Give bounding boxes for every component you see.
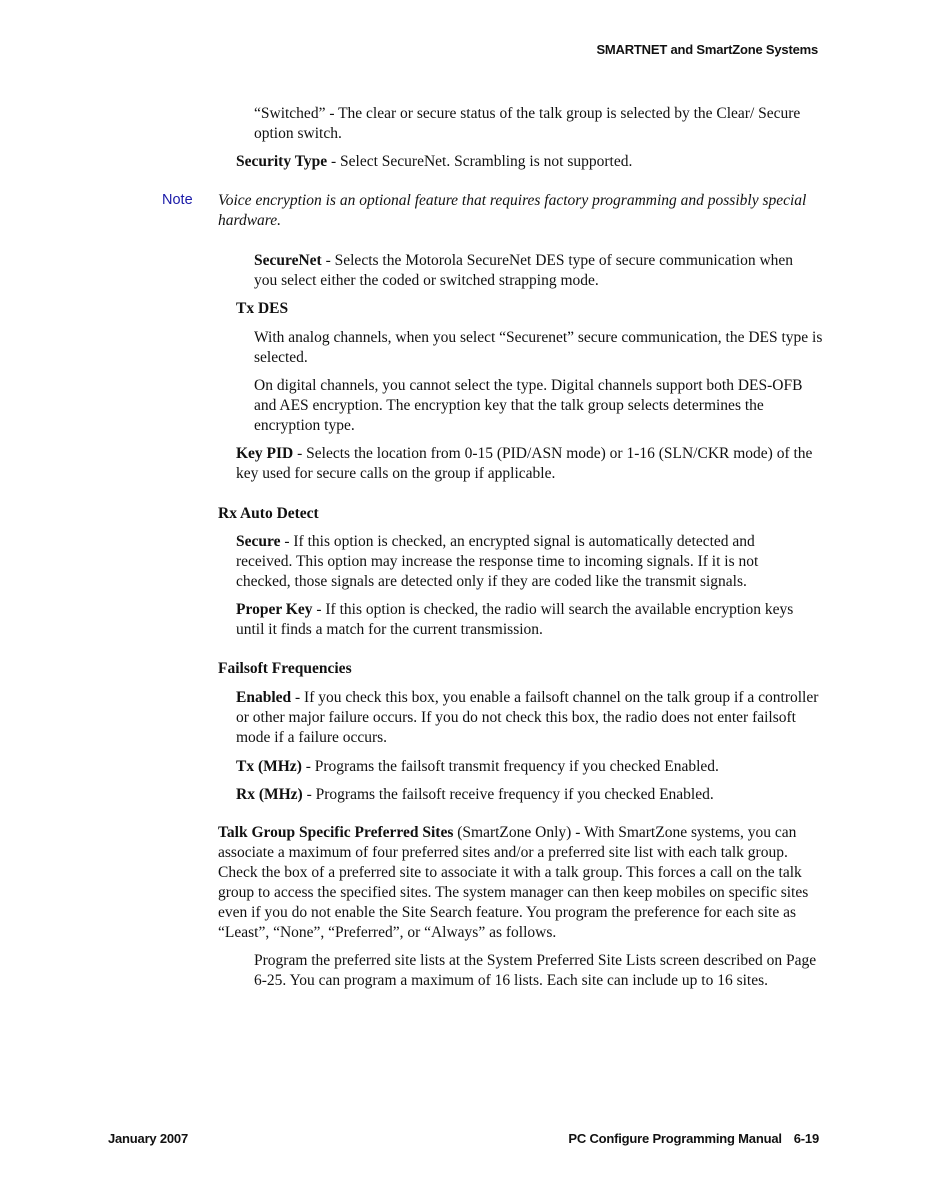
security-type-label: Security Type	[236, 153, 328, 170]
secure-text: - If this option is checked, an encrypted signal is automatically detected and received. This option may increase the response time to incoming signals. If it is not checked, those signals are detected only if they are coded like the transmit signals.	[236, 533, 759, 590]
key-pid-paragraph	[236, 444, 821, 484]
footer-manual-info	[568, 1131, 819, 1146]
secure-paragraph	[236, 532, 814, 592]
rx-auto-detect-heading: Rx Auto Detect	[218, 505, 319, 522]
footer-date: January 2007	[108, 1131, 188, 1146]
tx-des-digital-paragraph: On digital channels, you cannot select the type. Digital channels support both DES-OFB and AES encryption. The encryption key that the talk group selects determines the encryption type.	[254, 377, 803, 434]
note-label: Note	[162, 192, 193, 208]
security-type-paragraph	[236, 152, 826, 172]
running-header: SMARTNET and SmartZone Systems	[596, 42, 818, 57]
rx-mhz-label: Rx (MHz)	[236, 786, 303, 803]
tx-des-analog-paragraph: With analog channels, when you select “Securenet” secure communication, the DES type is selected.	[254, 329, 823, 366]
secure-label: Secure	[236, 533, 281, 550]
key-pid-text: - Selects the location from 0-15 (PID/ASN mode) or 1-16 (SLN/CKR mode) of the key used for secure calls on the group if applicable.	[236, 445, 813, 482]
securenet-label: SecureNet	[254, 252, 322, 269]
preferred-sites-text: (SmartZone Only) - With SmartZone systems, you can associate a maximum of four preferred sites and/or a preferred site list with each talk group. Check the box of a preferred site to associate it with a talk group. This forces a call on the talk group to access the specified sites. The system manager can then keep mobiles on specific sites even if you do not enable the Site Search feature. You program the preference for each site as “Least”, “None”, “Preferred”, or “Always” as follows.	[218, 824, 809, 941]
proper-key-text: - If this option is checked, the radio will search the available encryption keys until it finds a match for the current transmission.	[236, 601, 794, 638]
securenet-text: - Selects the Motorola SecureNet DES type of secure communication when you select either the coded or switched strapping mode.	[254, 252, 794, 289]
securenet-paragraph	[254, 251, 814, 291]
failsoft-heading: Failsoft Frequencies	[218, 660, 352, 677]
tx-mhz-text: - Programs the failsoft transmit frequency if you checked Enabled.	[301, 758, 719, 775]
proper-key-paragraph	[236, 600, 811, 640]
tx-mhz-label: Tx (MHz)	[236, 758, 302, 775]
preferred-sites-paragraph	[218, 823, 818, 943]
enabled-paragraph	[236, 688, 821, 748]
tx-mhz-paragraph	[236, 757, 821, 777]
switched-text: “Switched” - The clear or secure status of the talk group is selected by the Clear/ Secure option switch.	[254, 105, 801, 142]
preferred-sites-label: Talk Group Specific Preferred Sites	[218, 824, 454, 841]
program-sites-paragraph: Program the preferred site lists at the System Preferred Site Lists screen described on Page 6-25. You can program a maximum of 16 lists. Each site can include up to 16 sites.	[254, 952, 817, 989]
rx-mhz-text: - Programs the failsoft receive frequency if you checked Enabled.	[302, 786, 714, 803]
security-type-text: - Select SecureNet. Scrambling is not supported.	[327, 153, 633, 170]
key-pid-label: Key PID	[236, 445, 294, 462]
tx-des-heading: Tx DES	[236, 300, 289, 317]
enabled-text: - If you check this box, you enable a failsoft channel on the talk group if a controller or other major failure occurs. If you do not check this box, the radio does not enter failsoft mode if a failure occurs.	[236, 689, 819, 746]
note-text: Voice encryption is an optional feature that requires factory programming and possibly special hardware.	[218, 192, 807, 229]
proper-key-label: Proper Key	[236, 601, 313, 618]
footer-manual-title: PC Configure Programming Manual	[568, 1131, 782, 1146]
page-number: 6-19	[793, 1131, 819, 1146]
enabled-label: Enabled	[236, 689, 292, 706]
rx-mhz-paragraph	[236, 785, 821, 805]
switched-paragraph	[254, 104, 824, 144]
